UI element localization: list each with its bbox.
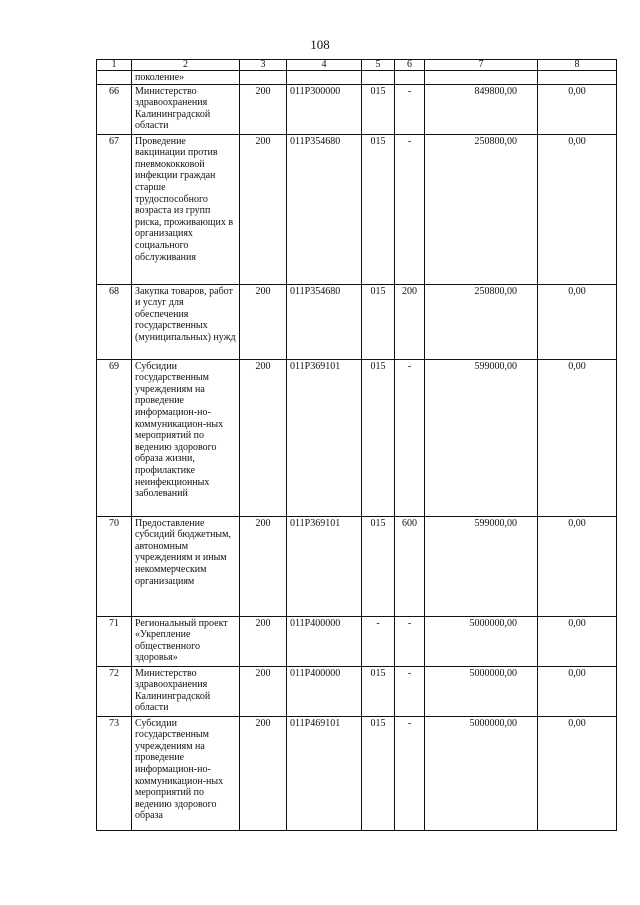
item-name-cell: Субсидии государственным учреждениям на проведение информацион-но-коммуникацион-ных мероприятий по ведению здорового образа жизни, профилактике неинфекционных заболеваний [132,359,240,516]
code-cell: 200 [240,84,287,134]
code-cell: 200 [240,666,287,716]
column-header: 2 [132,60,240,71]
item-name-cell: Проведение вакцинации против пневмококковой инфекции граждан старше трудоспособного возраста из групп риска, проживающих в организациях социального обслуживания [132,134,240,284]
column-header: 7 [425,60,538,71]
amount-cell: 5000000,00 [425,616,538,666]
amount-second-cell: 0,00 [538,284,617,359]
row-number-cell: 71 [97,616,132,666]
amount-cell: 599000,00 [425,359,538,516]
item-name-cell: Министерство здравоохранения Калининградской области [132,84,240,134]
item-name-cell: Предоставление субсидий бюджетным, автономным учреждениям и иным некоммерческим организациям [132,516,240,616]
amount-second-cell: 0,00 [538,134,617,284]
department-cell [362,71,395,85]
table-row [97,716,617,830]
row-number-cell: 70 [97,516,132,616]
department-cell: - [362,616,395,666]
amount-cell: 250800,00 [425,134,538,284]
expense-type-cell: - [395,716,425,830]
item-name-cell: Министерство здравоохранения Калининградской области [132,666,240,716]
table-row [97,84,617,134]
target-article-cell: 011P354680 [287,134,362,284]
column-header: 3 [240,60,287,71]
row-number-cell [97,71,132,85]
target-article-cell: 011P300000 [287,84,362,134]
table-row [97,616,617,666]
department-cell: 015 [362,84,395,134]
code-cell: 200 [240,716,287,830]
amount-cell: 5000000,00 [425,666,538,716]
item-name-cell: Региональный проект «Укрепление общественного здоровья» [132,616,240,666]
amount-cell: 5000000,00 [425,716,538,830]
amount-second-cell: 0,00 [538,516,617,616]
item-name-cell: Закупка товаров, работ и услуг для обеспечения государственных (муниципальных) нужд [132,284,240,359]
column-header: 6 [395,60,425,71]
expense-type-cell: - [395,84,425,134]
table-row [97,71,617,85]
row-number-cell: 72 [97,666,132,716]
department-cell: 015 [362,516,395,616]
code-cell [240,71,287,85]
department-cell: 015 [362,716,395,830]
department-cell: 015 [362,134,395,284]
target-article-cell: 011P354680 [287,284,362,359]
expense-type-cell: 600 [395,516,425,616]
column-header: 5 [362,60,395,71]
expense-type-cell: - [395,359,425,516]
amount-second-cell: 0,00 [538,666,617,716]
table-row [97,134,617,284]
amount-cell [425,71,538,85]
table-row [97,359,617,516]
department-cell: 015 [362,666,395,716]
expense-type-cell [395,71,425,85]
amount-second-cell: 0,00 [538,359,617,516]
target-article-cell [287,71,362,85]
expense-type-cell: - [395,666,425,716]
amount-second-cell: 0,00 [538,84,617,134]
code-cell: 200 [240,284,287,359]
column-header: 4 [287,60,362,71]
code-cell: 200 [240,516,287,616]
row-number-cell: 69 [97,359,132,516]
table-row [97,666,617,716]
amount-cell: 250800,00 [425,284,538,359]
department-cell: 015 [362,284,395,359]
target-article-cell: 011P400000 [287,616,362,666]
amount-cell: 599000,00 [425,516,538,616]
expense-type-cell: - [395,616,425,666]
table-row [97,284,617,359]
column-header: 1 [97,60,132,71]
target-article-cell: 011P369101 [287,359,362,516]
amount-second-cell: 0,00 [538,716,617,830]
item-name-cell: Субсидии государственным учреждениям на проведение информацион-но-коммуникацион-ных мероприятий по ведению здорового образа [132,716,240,830]
row-number-cell: 68 [97,284,132,359]
expense-type-cell: - [395,134,425,284]
row-number-cell: 73 [97,716,132,830]
budget-table [96,59,617,831]
amount-cell: 849800,00 [425,84,538,134]
code-cell: 200 [240,134,287,284]
table-header-row [97,60,617,71]
item-name-cell: поколение» [132,71,240,85]
column-header: 8 [538,60,617,71]
department-cell: 015 [362,359,395,516]
table-row [97,516,617,616]
amount-second-cell [538,71,617,85]
row-number-cell: 66 [97,84,132,134]
row-number-cell: 67 [97,134,132,284]
expense-type-cell: 200 [395,284,425,359]
page-number: 108 [310,37,330,52]
code-cell: 200 [240,359,287,516]
target-article-cell: 011P469101 [287,716,362,830]
target-article-cell: 011P400000 [287,666,362,716]
amount-second-cell: 0,00 [538,616,617,666]
target-article-cell: 011P369101 [287,516,362,616]
code-cell: 200 [240,616,287,666]
